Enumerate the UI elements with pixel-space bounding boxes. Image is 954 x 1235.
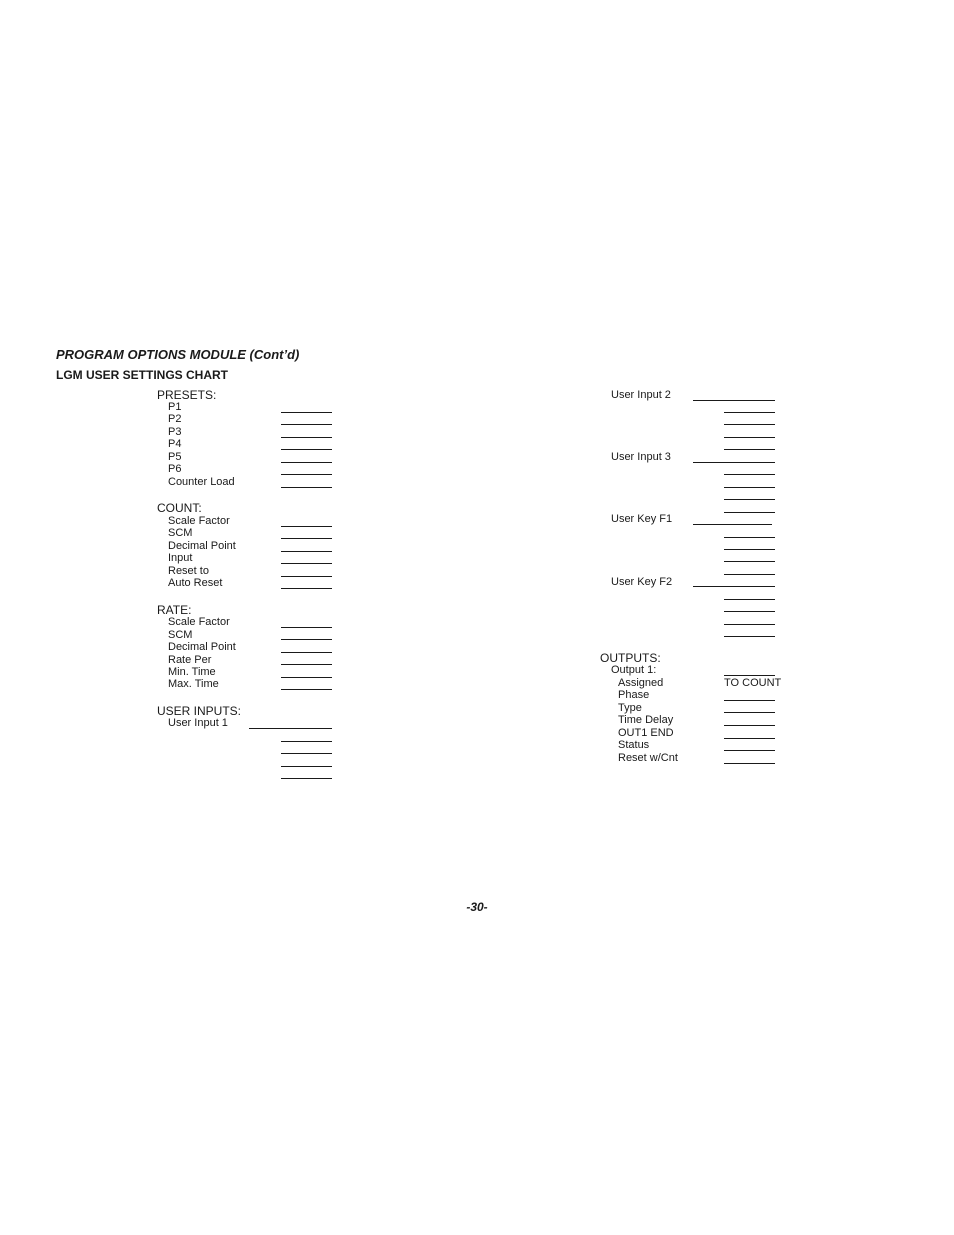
preset-label: P6 <box>168 463 182 475</box>
preset-label: P4 <box>168 438 182 450</box>
output-blank-line <box>724 738 775 739</box>
output-item-label: Phase <box>618 689 650 701</box>
user-key-f2-blank-line <box>724 611 775 612</box>
user-key-f1-blank-line <box>724 574 775 575</box>
user-key-f2-blank-line <box>724 636 775 637</box>
user-inputs-header: USER INPUTS: <box>157 704 242 718</box>
user-key-f2-blank-line <box>693 586 775 587</box>
rate-label: Rate Per <box>168 654 212 666</box>
count-blank-line <box>281 551 332 552</box>
user-key-f1-label: User Key F1 <box>611 513 673 525</box>
count-label: Auto Reset <box>168 577 223 589</box>
count-label: Decimal Point <box>168 540 236 552</box>
user-input-1-blank-line <box>281 778 332 779</box>
user-input-2-blank-line <box>724 437 775 438</box>
rate-blank-line <box>281 664 332 665</box>
rate-label: Min. Time <box>168 666 216 678</box>
preset-blank-line <box>281 412 332 413</box>
output-item-label: Status <box>618 739 650 751</box>
user-input-2-blank-line <box>724 424 775 425</box>
rate-label: Decimal Point <box>168 641 236 653</box>
output-item-label: Reset w/Cnt <box>618 752 678 764</box>
user-key-f1-blank-line <box>724 537 775 538</box>
rate-blank-line <box>281 689 332 690</box>
output-1-blank-line <box>724 675 775 676</box>
count-label: Reset to <box>168 565 209 577</box>
count-blank-line <box>281 563 332 564</box>
count-label: SCM <box>168 527 193 539</box>
preset-label: Counter Load <box>168 476 235 488</box>
user-input-1-blank-line <box>281 753 332 754</box>
user-input-3-blank-line <box>724 499 775 500</box>
preset-blank-line <box>281 449 332 450</box>
user-key-f1-blank-line <box>693 524 772 525</box>
user-input-2-blank-line <box>724 449 775 450</box>
rate-label: SCM <box>168 629 193 641</box>
chart-subtitle: LGM USER SETTINGS CHART <box>56 368 229 382</box>
rate-label: Max. Time <box>168 678 219 690</box>
preset-label: P2 <box>168 413 182 425</box>
user-input-1-blank-line <box>249 728 332 729</box>
output-item-label: Assigned <box>618 677 664 689</box>
user-input-2-blank-line <box>693 400 775 401</box>
preset-blank-line <box>281 424 332 425</box>
output-blank-line <box>724 725 775 726</box>
count-label: Input <box>168 552 193 564</box>
rate-blank-line <box>281 639 332 640</box>
preset-label: P1 <box>168 401 182 413</box>
user-input-2-blank-line <box>724 412 775 413</box>
output-item-label: Type <box>618 702 642 714</box>
count-blank-line <box>281 576 332 577</box>
user-input-1-blank-line <box>281 766 332 767</box>
rate-blank-line <box>281 652 332 653</box>
output-item-label: Time Delay <box>618 714 674 726</box>
page-number: -30- <box>466 900 488 914</box>
user-input-3-blank-line <box>724 474 775 475</box>
user-input-1-blank-line <box>281 741 332 742</box>
user-input-3-blank-line <box>693 462 775 463</box>
output-blank-line <box>724 700 775 701</box>
preset-blank-line <box>281 487 332 488</box>
user-key-f2-label: User Key F2 <box>611 576 673 588</box>
user-input-1-label: User Input 1 <box>168 717 228 729</box>
count-blank-line <box>281 526 332 527</box>
count-blank-line <box>281 538 332 539</box>
user-key-f1-blank-line <box>724 549 775 550</box>
user-input-2-label: User Input 2 <box>611 389 671 401</box>
count-label: Scale Factor <box>168 515 230 527</box>
output-item-label: OUT1 END <box>618 727 674 739</box>
rate-blank-line <box>281 627 332 628</box>
output-1-label: Output 1: <box>611 664 657 676</box>
user-key-f2-blank-line <box>724 624 775 625</box>
user-key-f1-blank-line <box>724 561 775 562</box>
output-blank-line <box>724 763 775 764</box>
presets-header: PRESETS: <box>157 388 217 402</box>
preset-label: P3 <box>168 426 182 438</box>
outputs-header: OUTPUTS: <box>600 651 661 665</box>
preset-label: P5 <box>168 451 182 463</box>
count-blank-line <box>281 588 332 589</box>
user-input-3-label: User Input 3 <box>611 451 671 463</box>
rate-header: RATE: <box>157 603 192 617</box>
preset-blank-line <box>281 437 332 438</box>
user-key-f2-blank-line <box>724 599 775 600</box>
output-blank-line <box>724 750 775 751</box>
count-header: COUNT: <box>157 501 202 515</box>
preset-blank-line <box>281 474 332 475</box>
page-title: PROGRAM OPTIONS MODULE (Cont’d) <box>56 347 300 362</box>
rate-blank-line <box>281 677 332 678</box>
assigned-value: TO COUNT <box>724 677 782 689</box>
user-input-3-blank-line <box>724 487 775 488</box>
user-input-3-blank-line <box>724 512 775 513</box>
rate-label: Scale Factor <box>168 616 230 628</box>
preset-blank-line <box>281 462 332 463</box>
output-blank-line <box>724 712 775 713</box>
